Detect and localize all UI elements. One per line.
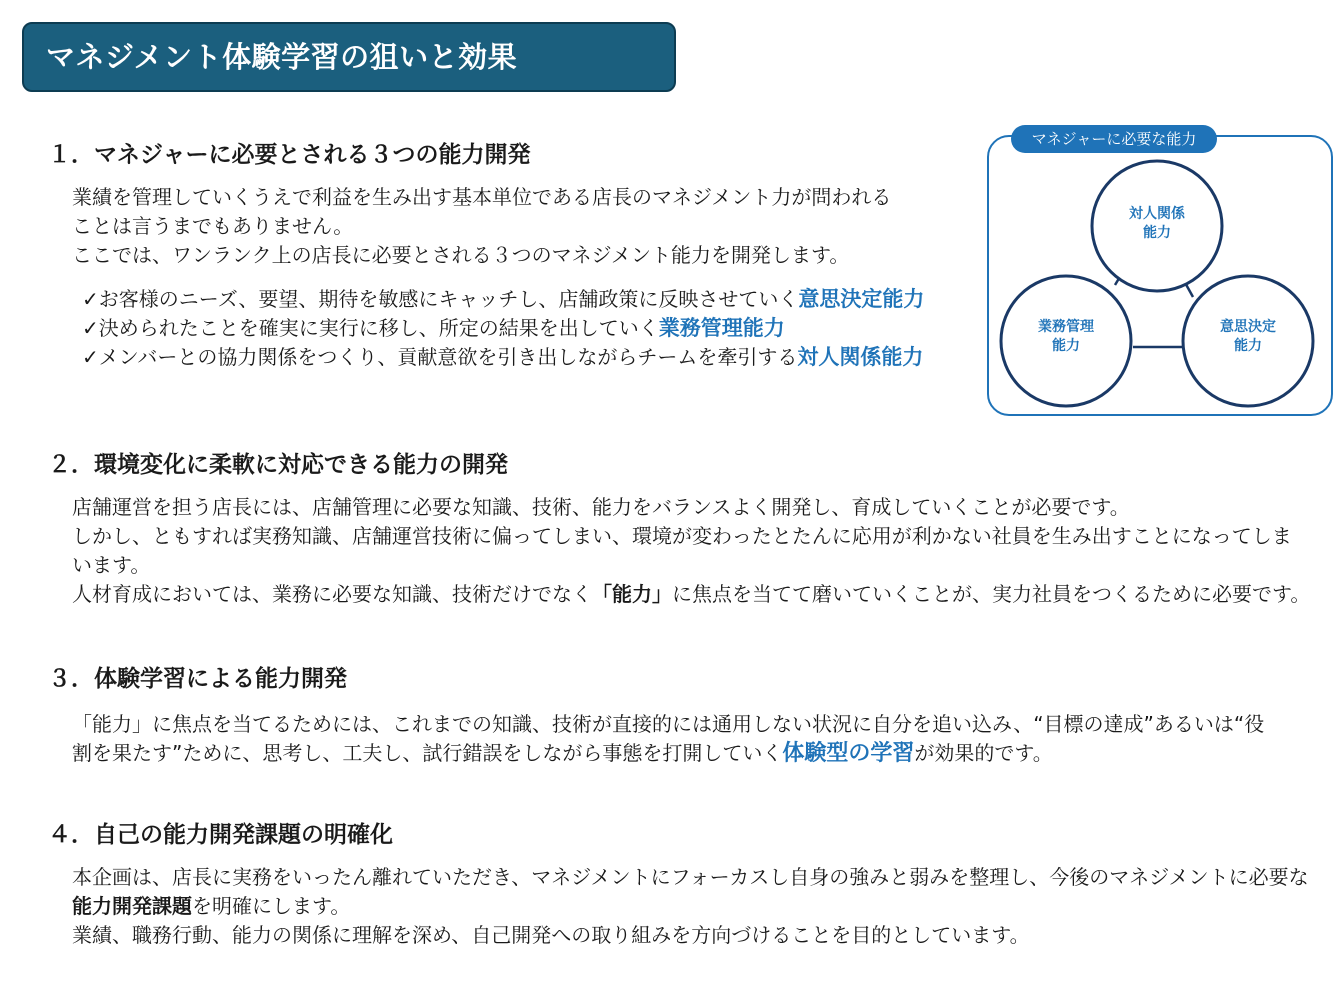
section-4-body	[72, 863, 1309, 950]
abilities-diagram	[987, 130, 1333, 416]
section-1-line-2: ことは言うまでもありません。	[72, 214, 354, 238]
diagram-svg	[987, 135, 1333, 416]
section-3-heading: ３．体験学習による能力開発	[48, 666, 347, 692]
section-2-line-4-pre: 人材育成においては、業務に必要な知識、技術だけでなく	[72, 582, 592, 606]
check-item-operations	[82, 314, 924, 343]
section-1-heading: １．マネジャーに必要とされる３つの能力開発	[48, 142, 531, 168]
ability-checklist	[82, 285, 924, 372]
section-3-line-2-pre: 割を果たす”ために、思考し、工夫し、試行錯誤をしながら事態を打開していく	[72, 741, 783, 765]
section-2-line-4	[72, 580, 1310, 609]
circle-label-interpersonal	[1102, 205, 1212, 243]
section-4-emphasis: 能力開発課題	[72, 894, 192, 918]
circle-label-line-1: 意思決定	[1220, 319, 1276, 335]
section-3-line-2-post: が効果的です。	[914, 741, 1053, 765]
section-2-body	[72, 493, 1310, 609]
circle-label-line-1: 対人関係	[1129, 206, 1185, 222]
section-4-line-1: 本企画は、店長に実務をいったん離れていただき、マネジメントにフォーカスし自身の強みと弱みを整理し、今後のマネジメントに必要な	[72, 865, 1309, 889]
check-item-text: ✓決められたことを確実に実行に移し、所定の結果を出していく	[82, 316, 659, 340]
check-item-text: ✓メンバーとの協力関係をつくり、貢献意欲を引き出しながらチームを牽引する	[82, 345, 798, 369]
section-2-line-1: 店舗運営を担う店長には、店舗管理に必要な知識、技術、能力をバランスよく開発し、育成していくことが必要です。	[72, 495, 1130, 519]
section-4-heading: ４．自己の能力開発課題の明確化	[48, 822, 393, 848]
section-2-heading: ２．環境変化に柔軟に対応できる能力の開発	[48, 452, 508, 478]
section-2-line-3: います。	[72, 553, 151, 577]
circle-label-line-2: 能力	[1234, 338, 1262, 354]
check-item-decision	[82, 285, 924, 314]
section-1-line-3: ここでは、ワンランク上の店長に必要とされる３つのマネジメント能力を開発します。	[72, 243, 850, 267]
section-1-line-1: 業績を管理していくうえで利益を生み出す基本単位である店長のマネジメント力が問われる	[72, 185, 892, 209]
circle-label-decision	[1193, 318, 1303, 356]
circle-label-line-1: 業務管理	[1038, 319, 1094, 335]
section-1-body	[72, 183, 891, 270]
section-3-body	[72, 710, 1264, 768]
section-2-line-2: しかし、ともすれば実務知識、店舗運営技術に偏ってしまい、環境が変わったとたんに応用が利かない社員を生み出すことになってしま	[72, 524, 1292, 548]
circle-label-line-2: 能力	[1052, 338, 1080, 354]
page-title: マネジメント体験学習の狙いと効果	[22, 22, 676, 92]
section-2-emphasis: 「能力」	[592, 582, 672, 606]
check-item-emphasis: 業務管理能力	[658, 316, 785, 340]
section-2-line-4-post: に焦点を当てて磨いていくことが、実力社員をつくるために必要です。	[672, 582, 1311, 606]
circle-label-operations	[1011, 318, 1121, 356]
check-item-text: ✓お客様のニーズ、要望、期待を敏感にキャッチし、店舗政策に反映させていく	[82, 287, 799, 311]
section-3-line-2	[72, 739, 1264, 768]
circle-label-line-2: 能力	[1143, 225, 1171, 241]
section-4-line-3: 業績、職務行動、能力の関係に理解を深め、自己開発への取り組みを方向づけることを目的としています。	[72, 923, 1030, 947]
check-item-interpersonal	[82, 343, 924, 372]
check-item-emphasis: 対人関係能力	[797, 345, 924, 369]
section-3-line-1: 「能力」に焦点を当てるためには、これまでの知識、技術が直接的には通用しない状況に自分を追い込み、“目標の達成”あるいは“役	[72, 712, 1265, 736]
section-4-line-2-post: を明確にします。	[192, 894, 351, 918]
section-4-line-2	[72, 892, 1309, 921]
diagram-tab-label: マネジャーに必要な能力	[1011, 125, 1217, 153]
check-item-emphasis: 意思決定能力	[798, 287, 925, 311]
section-3-emphasis: 体験型の学習	[782, 741, 915, 766]
